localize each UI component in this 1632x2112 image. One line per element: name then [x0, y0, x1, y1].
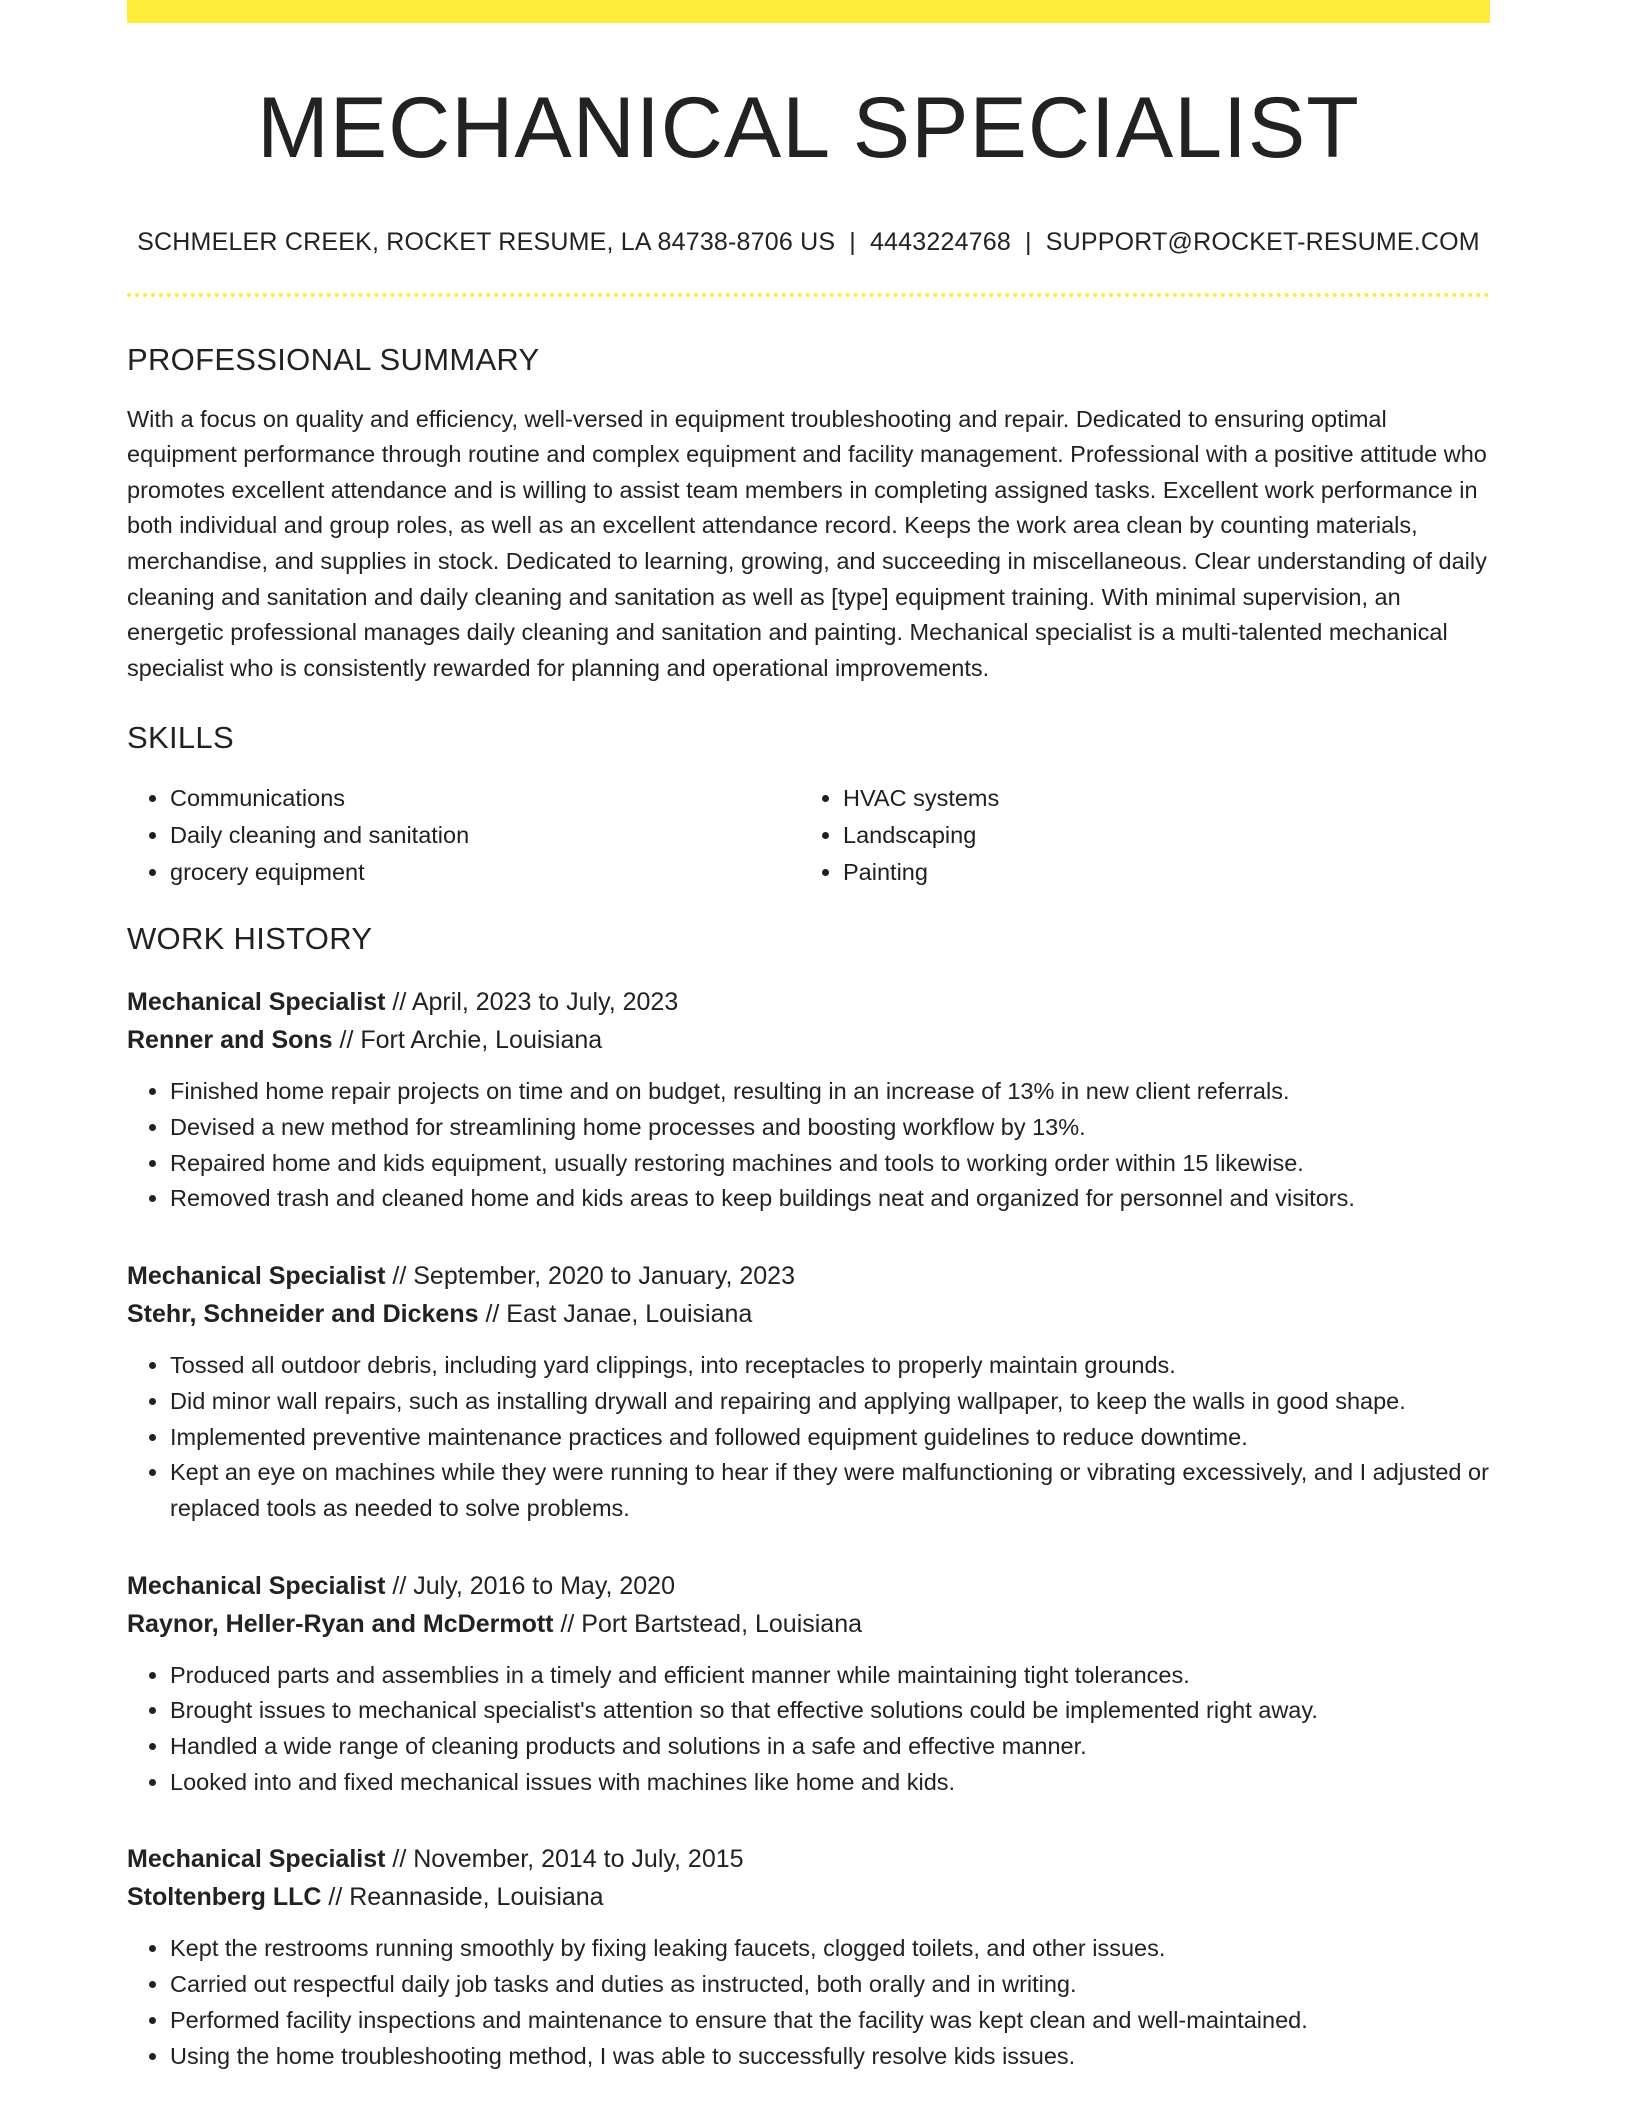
resume-page [127, 0, 1490, 2074]
job-bullet: • Implemented preventive maintenance practices and followed equipment guidelines to reduce downtime. [170, 1420, 1490, 1456]
job-company-line [127, 1021, 1490, 1059]
work-history-heading: WORK HISTORY [127, 921, 373, 957]
skill-item: • Communications [170, 780, 800, 817]
job-bullet: • Carried out respectful daily job tasks and duties as instructed, both orally and in writing. [170, 1967, 1490, 2003]
job-bullet: • Using the home troubleshooting method, I was able to successfully resolve kids issues. [170, 2039, 1490, 2075]
skills-column-left [127, 780, 800, 891]
job-role: Mechanical Specialist [127, 1571, 386, 1600]
job-bullet: • Tossed all outdoor debris, including yard clippings, into receptacles to properly maintain grounds. [170, 1348, 1490, 1384]
job-dates: // November, 2014 to July, 2015 [385, 1845, 744, 1874]
skills-column-right [800, 780, 1473, 891]
job-bullet: • Finished home repair projects on time and on budget, resulting in an increase of 13% in new client referrals. [170, 1074, 1490, 1110]
job-bullets [127, 1348, 1490, 1527]
contact-address: SCHMELER CREEK, ROCKET RESUME, LA 84738-8706 US [137, 227, 836, 256]
job-company: Stoltenberg LLC [127, 1883, 322, 1912]
job-bullet: • Devised a new method for streamlining home processes and boosting workflow by 13%. [170, 1110, 1490, 1146]
contact-separator: | [849, 227, 856, 256]
job-dates: // April, 2023 to July, 2023 [385, 988, 679, 1017]
skill-item: • Painting [843, 854, 1473, 891]
job-title-line [127, 1840, 1490, 1878]
job-role: Mechanical Specialist [127, 988, 386, 1017]
job-title-line [127, 1567, 1490, 1605]
skill-item: • grocery equipment [170, 854, 800, 891]
job-bullet: • Did minor wall repairs, such as installing drywall and repairing and applying wallpaper, to keep the walls in good shape. [170, 1384, 1490, 1420]
skill-item: • Landscaping [843, 817, 1473, 854]
job-bullet: • Handled a wide range of cleaning products and solutions in a safe and effective manner. [170, 1729, 1490, 1765]
job-entry [127, 1257, 1490, 1527]
job-bullet: • Repaired home and kids equipment, usually restoring machines and tools to working order within 15 likewise. [170, 1146, 1490, 1182]
job-bullet: • Brought issues to mechanical specialist's attention so that effective solutions could be implemented right away. [170, 1693, 1490, 1729]
job-company-line [127, 1295, 1490, 1333]
resume-name: MECHANICAL SPECIALIST [257, 80, 1360, 176]
job-role: Mechanical Specialist [127, 1262, 386, 1291]
job-title-line [127, 983, 1490, 1021]
job-bullet: • Removed trash and cleaned home and kids areas to keep buildings neat and organized for personnel and visitors. [170, 1181, 1490, 1217]
job-company: Stehr, Schneider and Dickens [127, 1300, 479, 1329]
job-location: // Port Bartstead, Louisiana [553, 1609, 863, 1638]
job-bullet: • Produced parts and assemblies in a timely and efficient manner while maintaining tight tolerances. [170, 1658, 1490, 1694]
job-title-line [127, 1257, 1490, 1295]
job-bullets [127, 1931, 1490, 2074]
job-company: Renner and Sons [127, 1026, 333, 1055]
job-bullet: • Kept an eye on machines while they were running to hear if they were malfunctioning or vibrating excessively, and I adjusted or replaced tools as needed to solve problems. [170, 1455, 1490, 1526]
job-entry [127, 983, 1490, 1217]
contact-email: SUPPORT@ROCKET-RESUME.COM [1045, 227, 1480, 256]
job-company: Raynor, Heller-Ryan and McDermott [127, 1609, 554, 1638]
skills-list [127, 780, 1490, 891]
contact-line [127, 228, 1490, 257]
job-location: // Fort Archie, Louisiana [332, 1026, 603, 1055]
skills-heading: SKILLS [127, 720, 234, 756]
contact-phone: 4443224768 [869, 227, 1011, 256]
job-bullets [127, 1074, 1490, 1217]
job-company-line [127, 1878, 1490, 1916]
job-dates: // September, 2020 to January, 2023 [385, 1262, 795, 1291]
job-bullet: • Looked into and fixed mechanical issues with machines like home and kids. [170, 1765, 1490, 1801]
summary-heading: PROFESSIONAL SUMMARY [127, 341, 540, 377]
summary-text: With a focus on quality and efficiency, well-versed in equipment troubleshooting and repair. Dedicated to ensuring optimal equipment performance through routine and complex equipment and facility management. Professional with a positive attitude who promotes excellent attendance and is willing to assist team members in completing assigned tasks. Excellent work performance in both individual and group roles, as well as an excellent attendance record. Keeps the work area clean by counting materials, merchandise, and supplies in stock. Dedicated to learning, growing, and succeeding in miscellaneous. Clear understanding of daily cleaning and sanitation and daily cleaning and sanitation as well as [type] equipment training. With minimal supervision, an energetic professional manages daily cleaning and sanitation and painting. Mechanical specialist is a multi-talented mechanical specialist who is consistently rewarded for planning and operational improvements. [127, 405, 1487, 681]
job-entry [127, 1567, 1490, 1801]
job-bullet: • Kept the restrooms running smoothly by fixing leaking faucets, clogged toilets, and other issues. [170, 1931, 1490, 1967]
skill-item: • HVAC systems [843, 780, 1473, 817]
job-location: // Reannaside, Louisiana [321, 1883, 604, 1912]
job-company-line [127, 1605, 1490, 1643]
job-bullet: • Performed facility inspections and maintenance to ensure that the facility was kept clean and well-maintained. [170, 2003, 1490, 2039]
job-location: // East Janae, Louisiana [478, 1300, 753, 1329]
job-bullets [127, 1658, 1490, 1801]
job-entry [127, 1840, 1490, 2074]
job-dates: // July, 2016 to May, 2020 [385, 1571, 675, 1600]
accent-bar [127, 0, 1490, 23]
contact-separator: | [1025, 227, 1032, 256]
skill-item: • Daily cleaning and sanitation [170, 817, 800, 854]
job-role: Mechanical Specialist [127, 1845, 386, 1874]
header-divider [127, 293, 1490, 297]
